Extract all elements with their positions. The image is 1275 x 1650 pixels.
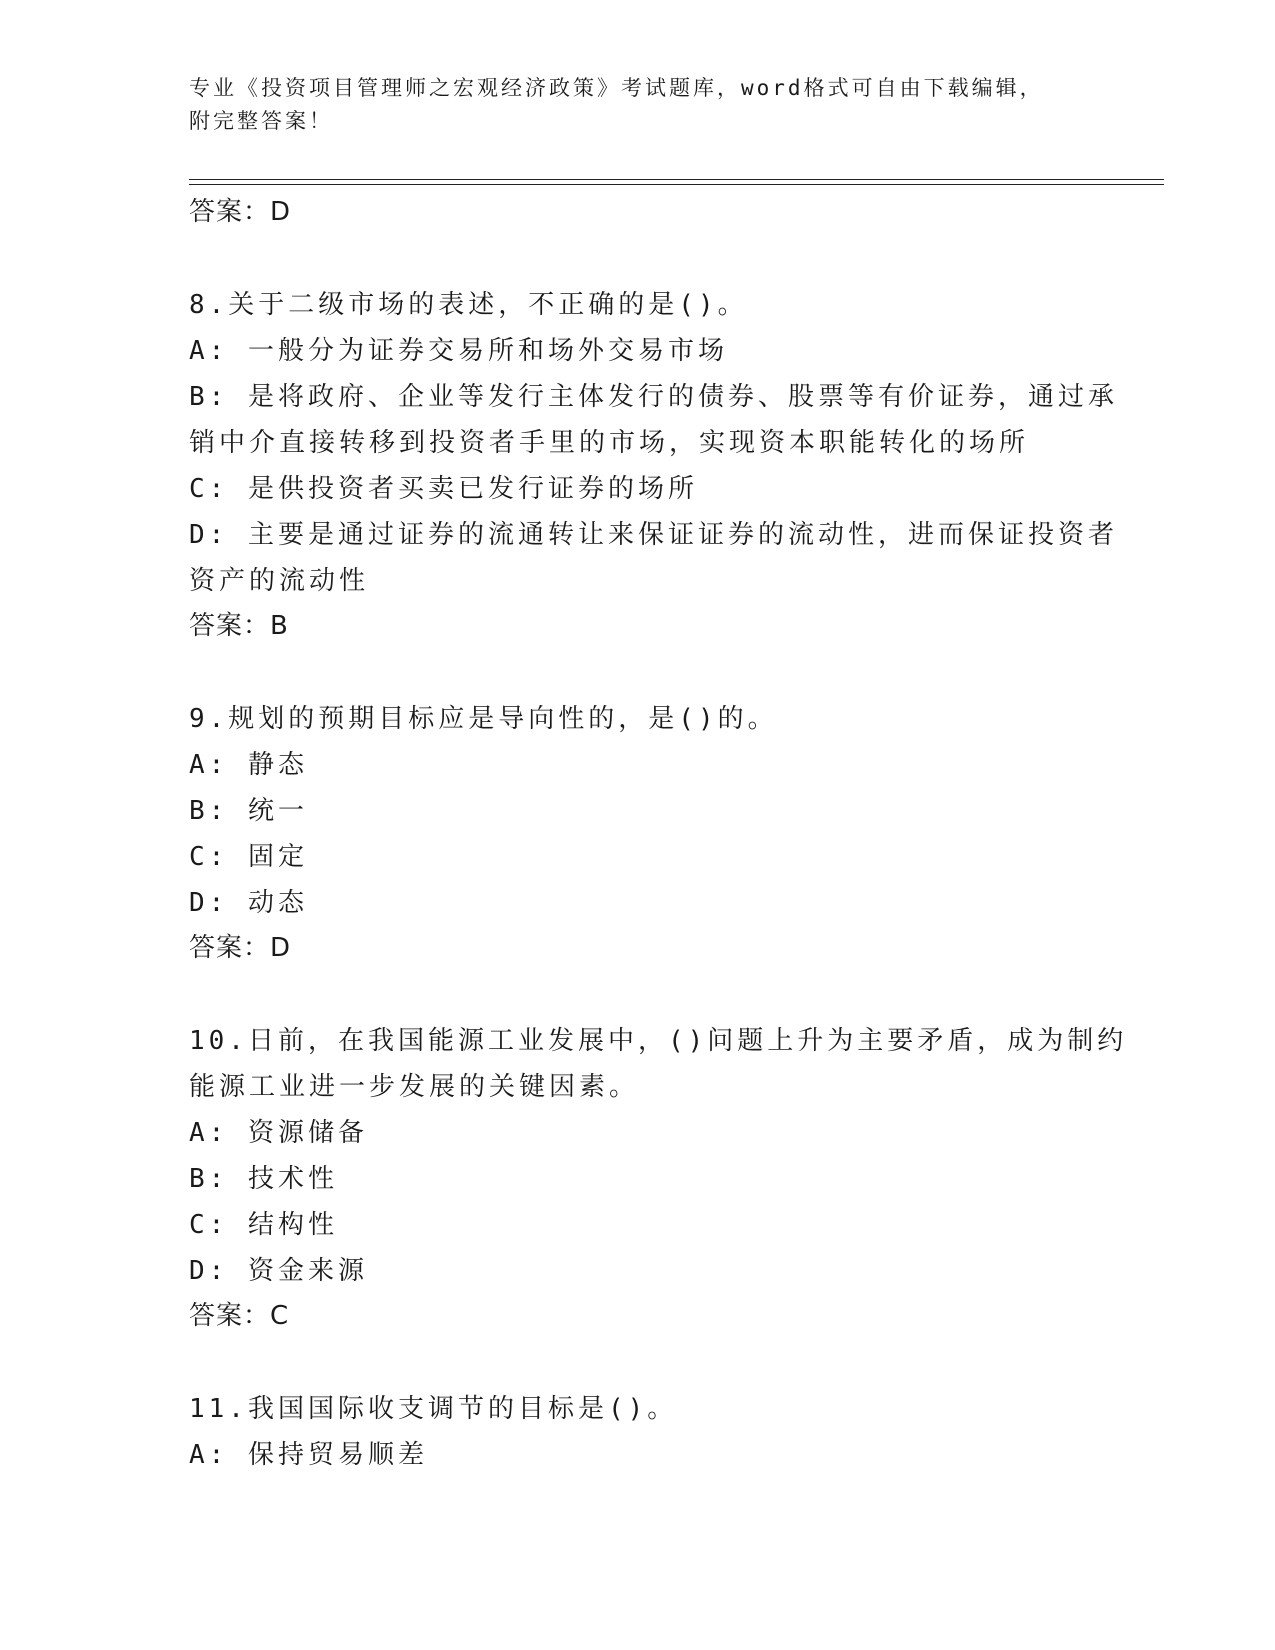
- answer-option: C: 固定: [189, 842, 308, 872]
- answer-line: 答案：D: [189, 197, 292, 227]
- header-line-1: 专业《投资项目管理师之宏观经济政策》考试题库，word格式可自由下载编辑，: [189, 76, 1044, 100]
- header-divider-top: [189, 179, 1164, 180]
- answer-option: B: 技术性: [189, 1164, 338, 1194]
- answer-option: A: 资源储备: [189, 1118, 368, 1148]
- question-stem: 10.日前，在我国能源工业发展中，()问题上升为主要矛盾，成为制约: [189, 1026, 1128, 1056]
- answer-option: 资产的流动性: [189, 566, 370, 596]
- answer-option: A: 静态: [189, 750, 308, 780]
- answer-option: C: 结构性: [189, 1210, 338, 1240]
- answer-option: 销中介直接转移到投资者手里的市场，实现资本职能转化的场所: [189, 428, 1030, 458]
- document-header: [189, 72, 1089, 138]
- answer-line: 答案：C: [189, 1301, 290, 1331]
- answer-option: D: 资金来源: [189, 1256, 368, 1286]
- answer-option: A: 保持贸易顺差: [189, 1440, 428, 1470]
- question-stem: 能源工业进一步发展的关键因素。: [189, 1072, 640, 1102]
- question-block: [189, 1018, 1128, 1338]
- answer-line: 答案：D: [189, 933, 292, 963]
- answer-option: A: 一般分为证券交易所和场外交易市场: [189, 336, 728, 366]
- question-block: [189, 1386, 1089, 1478]
- question-stem: 11.我国国际收支调节的目标是()。: [189, 1394, 678, 1424]
- answer-line: 答案：B: [189, 611, 289, 641]
- answer-option: B: 是将政府、企业等发行主体发行的债券、股票等有价证券，通过承: [189, 382, 1118, 412]
- question-list: [189, 190, 1128, 1478]
- answer-option: D: 主要是通过证券的流通转让来保证证券的流动性，进而保证投资者: [189, 520, 1118, 550]
- question-stem: 9.规划的预期目标应是导向性的，是()的。: [189, 704, 778, 734]
- answer-option: D: 动态: [189, 888, 308, 918]
- question-block: [189, 282, 1118, 648]
- question-block: [189, 696, 1089, 970]
- question-stem: 8.关于二级市场的表述，不正确的是()。: [189, 290, 748, 320]
- header-line-2: 附完整答案！: [189, 109, 333, 133]
- answer-option: C: 是供投资者买卖已发行证券的场所: [189, 474, 698, 504]
- header-divider-bottom: [189, 184, 1164, 185]
- answer-option: B: 统一: [189, 796, 308, 826]
